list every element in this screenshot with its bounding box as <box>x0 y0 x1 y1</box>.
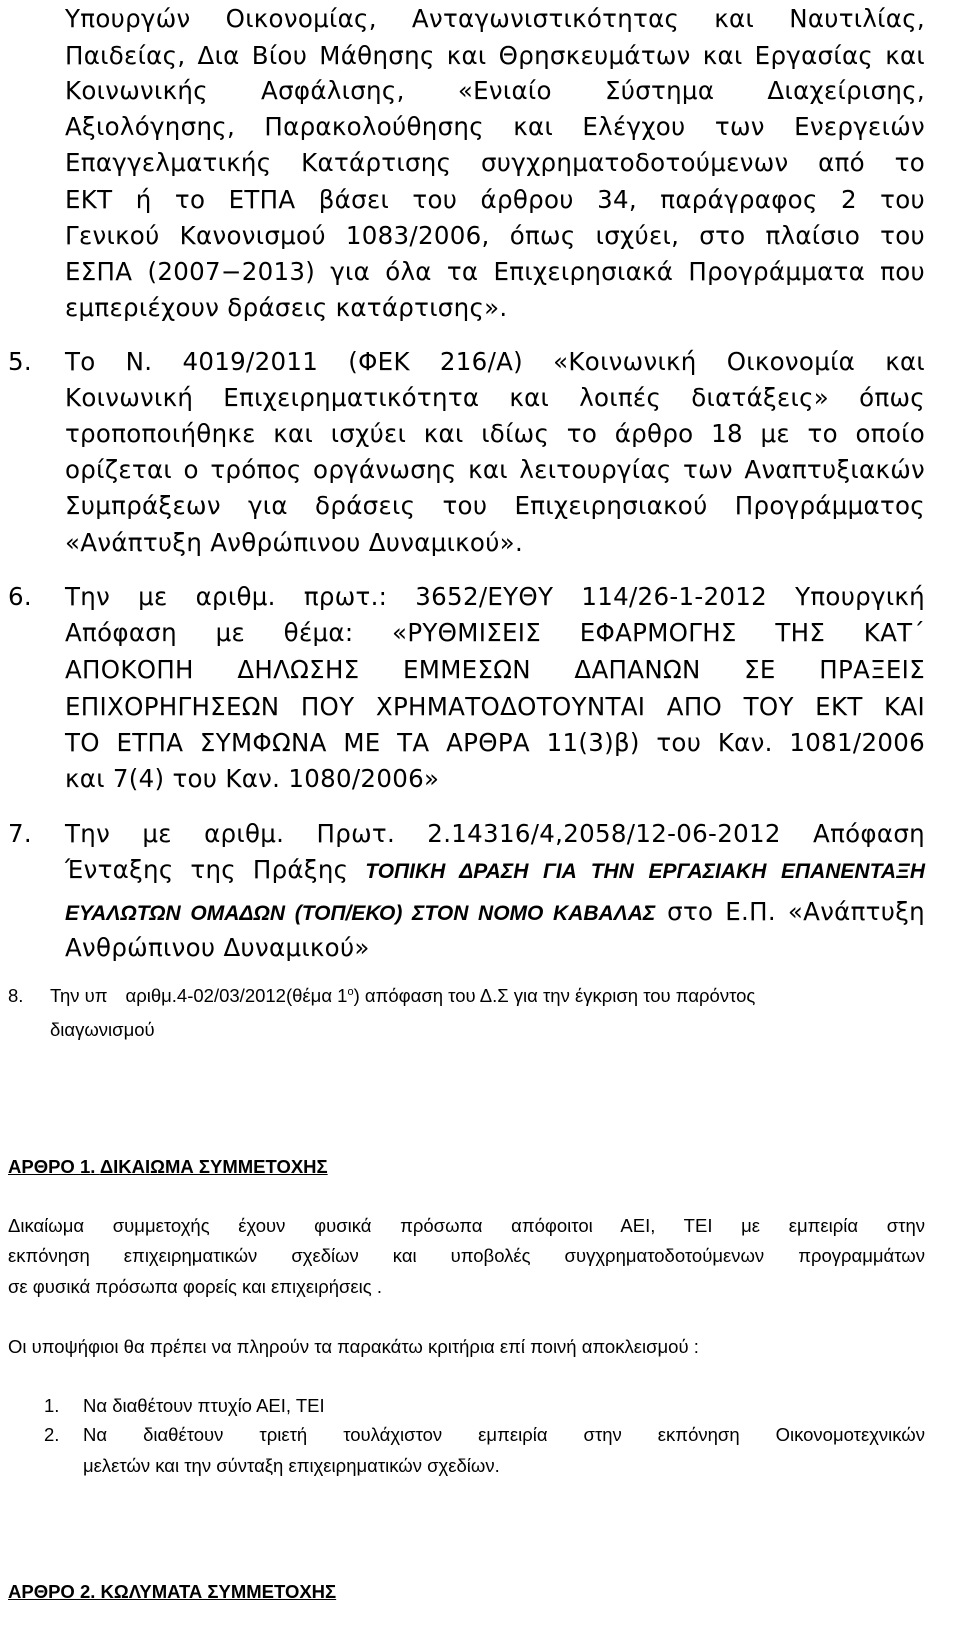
text-span: αριθμ.4-02/03/2012(θέμα 1 <box>125 985 348 1006</box>
project-title-part2: ΕΥΑΛΩΤΩΝ ΟΜΑΔΩΝ (ΤΟΠ/ΕΚΟ) ΣΤΟΝ ΝΟΜΟ ΚΑΒΑΛΑΣ <box>65 902 656 925</box>
text-line: Κοινωνικής Ασφάλισης, «Ενιαίο Σύστημα Διαχείρισης, <box>65 76 925 105</box>
text-line: Γενικού Κανονισμού 1083/2006, όπως ισχύει, στο πλαίσιο του <box>65 221 925 250</box>
heading-title: ΔΙΚΑΙΩΜΑ ΣΥΜΜΕΤΟΧΗΣ <box>99 1156 328 1177</box>
text-line: Την με αριθμ. Πρωτ. 2.14316/4,2058/12-06-2012 Απόφαση <box>65 819 925 848</box>
text-line: Υπουργών Οικονομίας, Ανταγωνιστικότητας και Ναυτιλίας, <box>65 4 925 33</box>
text-line: Απόφαση με θέμα: «ΡΥΘΜΙΣΕΙΣ ΕΦΑΡΜΟΓΗΣ ΤΗΣ ΚΑΤ΄ <box>65 618 925 647</box>
text-line: διαγωνισμού <box>50 1019 155 1040</box>
text-line: εμπεριέχουν δράσεις κατάρτισης». <box>65 293 508 322</box>
article-heading <box>8 1150 328 1183</box>
project-title-part1: ΤΟΠΙΚΗ ΔΡΑΣΗ ΓΙΑ ΤΗΝ ΕΡΓΑΣΙΑΚΗ ΕΠΑΝΕΝΤΑΞΗ <box>365 860 925 883</box>
text-line: Κοινωνική Επιχειρηματικότητα και λοιπές διατάξεις» όπως <box>65 383 925 412</box>
text-line: Το Ν. 4019/2011 (ΦΕΚ 216/Α) «Κοινωνική Οικονομία και <box>65 347 925 376</box>
text-line: τροποποιήθηκε και ισχύει και ιδίως το άρθρο 18 με το οποίο <box>65 419 925 448</box>
text-line: ΕΠΙΧΟΡΗΓΗΣΕΩΝ ΠΟΥ ΧΡΗΜΑΤΟΔΟΤΟΥΝΤΑΙ ΑΠΟ ΤΟΥ ΕΚΤ ΚΑΙ <box>65 692 925 721</box>
list-number: 2. <box>44 1424 60 1445</box>
heading-number: ΑΡΘΡΟ 2. <box>8 1581 101 1602</box>
list-number: 8. <box>8 985 24 1006</box>
list-number: 5. <box>8 347 32 376</box>
text-line: Ανθρώπινου Δυναμικού» <box>65 933 370 962</box>
article-heading <box>8 1575 336 1608</box>
text-line: ΑΠΟΚΟΠΗ ΔΗΛΩΣΗΣ ΕΜΜΕΣΩΝ ΔΑΠΑΝΩΝ ΣΕ ΠΡΑΞΕΙΣ <box>65 655 925 684</box>
text-line: σε φυσικά πρόσωπα φορείς και επιχειρήσεις . <box>8 1276 382 1297</box>
text-span: Την υπ <box>50 985 108 1006</box>
text-line <box>50 979 925 1012</box>
criterion-text: μελετών και την σύνταξη επιχειρηματικών σχεδίων. <box>83 1455 500 1476</box>
text-line: Επαγγελματικής Κατάρτισης συγχρηματοδοτούμενων από το <box>65 148 925 177</box>
text-line: Συμπράξεων για δράσεις του Επιχειρησιακού Προγράμματος <box>65 491 925 520</box>
criteria-intro: Οι υποψήφιοι θα πρέπει να πληρούν τα παρακάτω κριτήρια επί ποινή αποκλεισμού : <box>8 1336 699 1357</box>
text-line: εκπόνηση επιχειρηματικών σχεδίων και υποβολές συγχρηματοδοτούμενων προγραμμάτων <box>8 1245 925 1266</box>
heading-number: ΑΡΘΡΟ 1. <box>8 1156 100 1177</box>
text-line: ΕΚΤ ή το ΕΤΠΑ βάσει του άρθρου 34, παράγραφος 2 του <box>65 185 925 214</box>
text-line: Παιδείας, Δια Βίου Μάθησης και Θρησκευμάτων και Εργασίας και <box>65 41 925 70</box>
heading-title: ΚΩΛΥΜΑΤΑ ΣΥΜΜΕΤΟΧΗΣ <box>100 1581 337 1602</box>
text-line: και 7(4) του Καν. 1080/2006» <box>65 764 440 793</box>
text-line: Την με αριθμ. πρωτ.: 3652/ΕΥΘΥ 114/26-1-2012 Υπουργική <box>65 582 925 611</box>
text-span: ) απόφαση του Δ.Σ για την έγκριση του παρόντος <box>353 985 756 1006</box>
text-line: ΕΣΠΑ (2007−2013) για όλα τα Επιχειρησιακά Προγράμματα που <box>65 257 925 286</box>
text-line: Αξιολόγησης, Παρακολούθησης και Ελέγχου των Ενεργειών <box>65 112 925 141</box>
text-line: ΤΟ ΕΤΠΑ ΣΥΜΦΩΝΑ ΜΕ ΤΑ ΑΡΘΡΑ 11(3)β) του Καν. 1081/2006 <box>65 728 925 757</box>
superscript: ο <box>347 985 354 998</box>
list-number: 6. <box>8 582 32 611</box>
list-number: 1. <box>44 1395 60 1416</box>
text-line <box>65 851 925 890</box>
criterion-text: Να διαθέτουν τριετή τουλάχιστον εμπειρία στην εκπόνηση Οικονομοτεχνικών <box>83 1424 925 1445</box>
list-number: 7. <box>8 819 32 848</box>
text-line: ορίζεται ο τρόπος οργάνωσης και λειτουργίας των Αναπτυξιακών <box>65 455 925 484</box>
text-line: Δικαίωμα συμμετοχής έχουν φυσικά πρόσωπα απόφοιτοι ΑΕΙ, ΤΕΙ με εμπειρία στην <box>8 1215 925 1236</box>
text-span: Ένταξης της Πράξης <box>65 855 366 884</box>
text-line: «Ανάπτυξη Ανθρώπινου Δυναμικού». <box>65 528 524 557</box>
criterion-text: Να διαθέτουν πτυχίο ΑΕΙ, ΤΕΙ <box>83 1395 325 1416</box>
text-span: στο Ε.Π. «Ανάπτυξη <box>655 897 925 926</box>
text-line <box>65 893 925 932</box>
